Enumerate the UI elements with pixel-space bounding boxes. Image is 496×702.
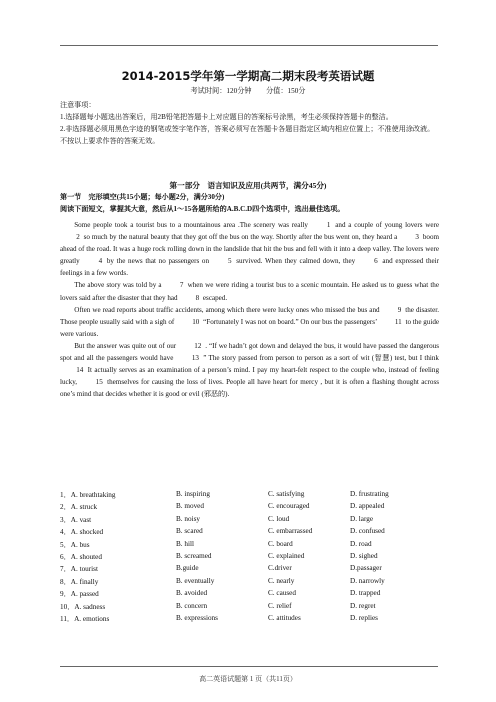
option-b: B. avoided	[176, 589, 208, 598]
question-options	[60, 614, 440, 626]
option-a: 10．A. sadness	[60, 602, 106, 611]
option-a: 4．A. shocked	[60, 528, 104, 537]
notes-block	[60, 99, 439, 147]
blank-14: 14	[76, 366, 84, 375]
blank-13: 13	[191, 354, 199, 363]
option-a: 11．A. emotions	[60, 614, 110, 623]
option-a: 6．A. shouted	[60, 552, 102, 561]
option-c: C. embarrassed	[268, 527, 313, 536]
top-rule	[60, 45, 438, 46]
option-d: D. frustrating	[350, 490, 389, 498]
option-c: C. loud	[268, 514, 290, 523]
blank-6: 6	[374, 257, 378, 266]
option-a: 5．A. bus	[60, 540, 90, 549]
blank-10: 10	[192, 317, 200, 326]
option-c: C. attitudes	[268, 613, 301, 622]
question-options	[60, 540, 440, 552]
option-d: D. confused	[350, 527, 385, 536]
option-b: B. scared	[176, 527, 203, 536]
option-b: B. moved	[176, 502, 204, 511]
option-a: 3．A. vast	[60, 515, 92, 524]
option-a: 2．A. struck	[60, 503, 98, 512]
option-c: C. caused	[268, 589, 296, 598]
passage-paragraph: The above story was told by a 7 when we were riding a tourist bus to a scenic mountain. He asked us to guess what the lovers said after the disaster that they had 8 escaped.	[60, 279, 439, 303]
cloze-passage	[60, 219, 439, 400]
option-c: C. encouraged	[268, 502, 310, 511]
option-c: C. explained	[268, 551, 305, 560]
question-options	[60, 564, 440, 576]
question-options	[60, 577, 440, 589]
option-c: C. board	[268, 539, 293, 548]
option-d: D. replies	[350, 613, 378, 622]
option-a: 9．A. passed	[60, 590, 99, 599]
passage-paragraph: Some people took a tourist bus to a mountainous area .The scenery was really 1 and a couple of young lovers were 2 so much by the natural beauty that they got off the bus on the way. Shortly after the bus went on, they heard a 3 boom ahead of the road. It was a huge rock rolling down in the landslide that hit the bus and fell with it into a deep valley. The lovers were greatly 4 by the news that no passengers on 5 survived. When they calmed down, they 6 and expressed their feelings in a few words.	[60, 221, 440, 278]
option-b: B. hill	[176, 539, 194, 548]
option-b: B. expressions	[176, 613, 218, 622]
question-options	[60, 502, 440, 514]
question-options	[60, 602, 440, 614]
option-b: B.guide	[176, 564, 199, 573]
option-b: B. noisy	[176, 514, 200, 523]
option-c: C.driver	[268, 564, 292, 573]
blank-7: 7	[179, 281, 184, 290]
option-b: B. eventually	[176, 576, 215, 585]
note-item: 2.非选择题必须用黑色字迹的钢笔或签字笔作答，答案必须写在答题卡各题目指定区域内相应位置上；不准使用涂改液。不按以上要求作答的答案无效。	[60, 125, 435, 146]
option-c: C. satisfying	[268, 490, 305, 498]
exam-title: 2014-2015学年第一学期高二期末段考英语试题	[121, 69, 375, 83]
option-d: D. road	[350, 539, 372, 548]
blank-5: 5	[227, 257, 232, 266]
blank-11: 11	[394, 317, 402, 326]
question-options	[60, 552, 440, 564]
option-d: D. regret	[350, 601, 376, 610]
question-options	[60, 589, 440, 601]
bottom-rule	[60, 666, 438, 667]
option-c: C. nearly	[268, 576, 295, 585]
blank-4: 4	[98, 257, 103, 266]
blank-9: 9	[397, 305, 402, 314]
question-options	[60, 490, 440, 502]
option-a: 7．A. tourist	[60, 565, 98, 574]
blank-12: 12	[194, 341, 202, 350]
question-options	[60, 527, 440, 539]
blank-8: 8	[195, 293, 200, 302]
blank-15: 15	[95, 378, 103, 387]
page-footer: 高二英语试题第 1 页（共11页）	[199, 675, 297, 683]
option-d: D. trapped	[350, 589, 381, 598]
option-b: B. screamed	[176, 551, 212, 560]
option-d: D.passager	[350, 564, 382, 573]
option-b: B. inspiring	[176, 490, 210, 498]
exam-info: 考试时间：120分钟 分值：150分	[190, 87, 306, 95]
option-d: D. narrowly	[350, 576, 385, 585]
instruction-block	[60, 191, 439, 215]
option-a: 1．A. breathtaking	[60, 491, 116, 499]
notes-heading: 注意事项：	[60, 101, 96, 109]
passage-paragraph: Often we read reports about traffic accidents, among which there were lucky ones who missed the bus and 9 the disaster. Those people usually said with a sigh of 10 “Fortunately I was not on board.” On our bus the passengers’ 11 to the guide were various.	[60, 305, 440, 338]
blank-1: 1	[326, 221, 331, 229]
option-b: B. concern	[176, 601, 208, 610]
section-heading: 第一节 完形填空(共15小题；每小题2分，满分30分)	[60, 193, 225, 201]
option-a: 8．A. finally	[60, 577, 99, 586]
options-list	[60, 490, 440, 626]
option-d: D. appealed	[350, 502, 385, 511]
option-c: C. relief	[268, 601, 292, 610]
section-instruction: 阅读下面短文，掌握其大意，然后从1～15各题所给的A.B.C.D四个选项中，选出最佳选项。	[60, 205, 345, 214]
blank-3: 3	[415, 233, 419, 242]
option-d: D. large	[350, 514, 374, 523]
passage-paragraph: But the answer was quite out of our 12 . “If we hadn’t got down and delayed the bus, it would have passed the dangerous spot and all the passengers would have 13 ” The story passed from person to person as a sort of wit (智慧) test, but I think 14 It actually serves as an examination of a person’s mind. I pay my heart-felt respect to the couple who, instead of feeling lucky, 15 themselves for causing the loss of lives. People all have heart for mercy , but it is often a flashing thought across one’s mind that decides whether it is good or evil (邪恶的).	[60, 341, 439, 399]
part-heading: 第一部分 语言知识及应用(共两节，满分45分)	[169, 181, 327, 190]
note-item: 1.选择题每小题选出答案后，用2B铅笔把答题卡上对应题目的答案标号涂黑，考生必须保持答题卡的整洁。	[60, 113, 393, 122]
option-d: D. sighed	[350, 551, 378, 560]
blank-2: 2	[76, 233, 80, 242]
question-options	[60, 515, 440, 527]
